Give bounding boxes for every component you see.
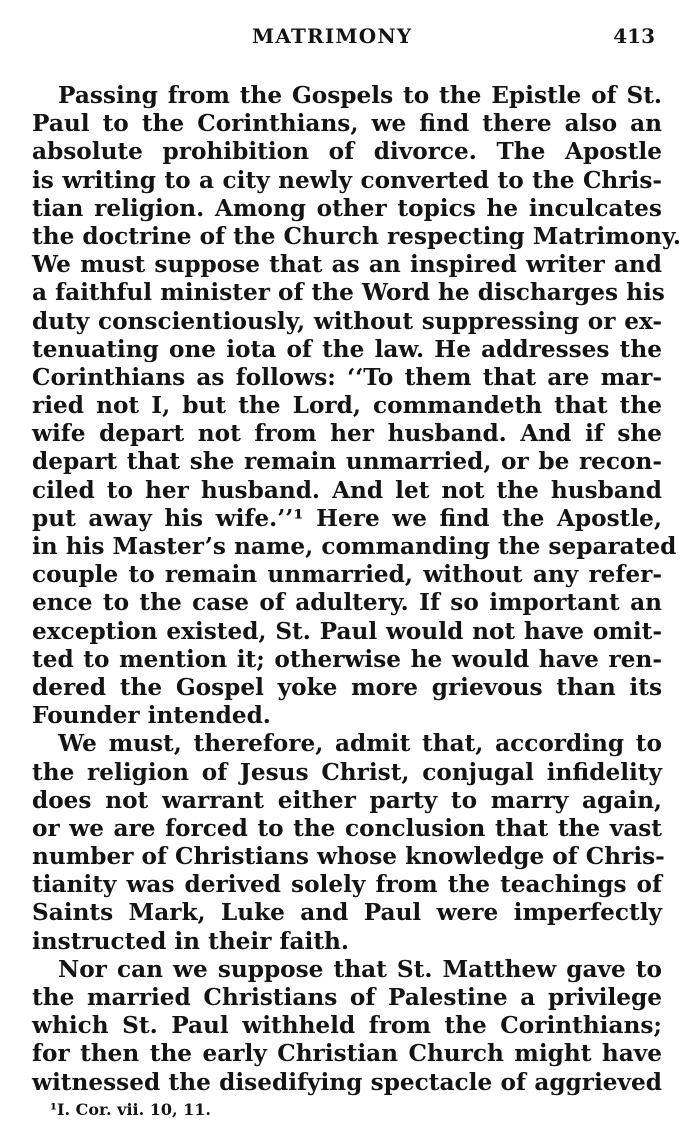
text-line: wife depart not from her husband. And if she [32,420,662,448]
text-line: absolute prohibition of divorce. The Apostle [32,138,662,166]
footnote: ¹I. Cor. vii. 10, 11. [50,1100,211,1119]
text-line: ciled to her husband. And let not the husband [32,476,662,504]
text-line: Founder intended. [32,702,271,730]
text-line: which St. Paul withheld from the Corinthians; [32,1012,662,1040]
text-line: is writing to a city newly converted to the Chris- [32,166,662,194]
text-line: the religion of Jesus Christ, conjugal infidelity [32,758,662,786]
paragraph [32,82,681,730]
text-line: dered the Gospel yoke more grievous than its [32,673,662,701]
running-head: MATRIMONY [252,24,413,48]
text-line: a faithful minister of the Word he discharges his [32,279,665,307]
text-line: tian religion. Among other topics he inculcates [32,194,662,222]
text-line: witnessed the disedifying spectacle of aggrieved [32,1068,662,1096]
text-line: or we are forced to the conclusion that the vast [32,814,662,842]
text-line: the doctrine of the Church respecting Matrimony. [32,222,681,250]
text-line: ted to mention it; otherwise he would have ren- [32,645,662,673]
text-line: does not warrant either party to marry again, [32,786,662,814]
text-line: depart that she remain unmarried, or be recon- [32,448,662,476]
text-line: Paul to the Corinthians, we find there also an [32,110,662,138]
body-text [32,82,681,1097]
page-header [252,24,655,54]
text-line: for then the early Christian Church might have [32,1040,662,1068]
text-line: ence to the case of adultery. If so important an [32,589,662,617]
text-line: We must suppose that as an inspired writer and [32,251,662,279]
text-line: the married Christians of Palestine a privilege [32,984,662,1011]
text-line: number of Christians whose knowledge of Chris- [32,843,665,871]
text-line: Nor can we suppose that St. Matthew gave to [58,955,662,983]
paragraph [32,956,662,1097]
text-line: exception existed, St. Paul would not have omit- [32,617,662,645]
text-line: in his Master’s name, commanding the separated [32,533,677,560]
text-line: instructed in their faith. [32,927,349,955]
text-line: Saints Mark, Luke and Paul were imperfectly [32,899,662,927]
text-line: duty conscientiously, without suppressing or ex- [32,307,662,335]
text-line: couple to remain unmarried, without any refer- [32,561,662,589]
text-line: Passing from the Gospels to the Epistle of St. [58,82,662,109]
text-line: Corinthians as follows: ‘‘To them that are mar- [32,363,662,391]
text-line: ried not I, but the Lord, commandeth that the [32,392,662,420]
text-line: tianity was derived solely from the teachings of [32,871,662,899]
text-line: We must, therefore, admit that, according to [58,730,662,758]
paragraph [32,730,665,956]
page-number: 413 [613,24,655,48]
text-line: tenuating one iota of the law. He addresses the [32,335,662,363]
text-line: put away his wife.’’¹ Here we find the Apostle, [32,504,662,532]
